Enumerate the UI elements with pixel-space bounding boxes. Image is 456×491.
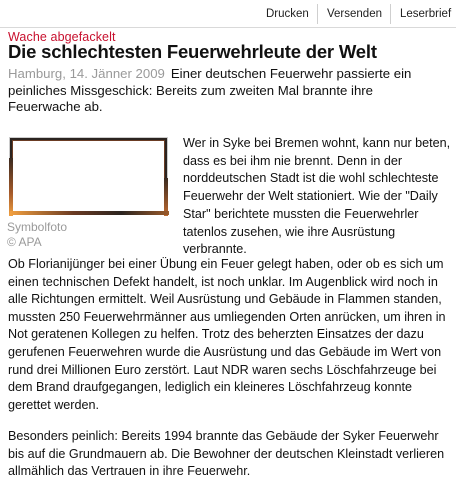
reader-letter-link[interactable]: Leserbrief xyxy=(400,8,452,20)
toolbar-rule xyxy=(0,27,456,28)
print-link[interactable]: Drucken xyxy=(266,8,309,20)
article-photo xyxy=(9,137,168,215)
fire-glow-left xyxy=(9,158,13,216)
article-kicker: Wache abgefackelt xyxy=(8,30,116,44)
fire-glow-bottom xyxy=(10,211,169,215)
toolbar-divider xyxy=(317,4,318,24)
article-paragraph-3: Besonders peinlich: Bereits 1994 brannte das Gebäude der Syker Feuerwehr bis auf die Grundmauern ab. Die Bewohner der deutschen Kleinstadt verlieren allmählich das Vertrauen in ihre Feuerwehr. xyxy=(8,429,445,479)
send-link[interactable]: Versenden xyxy=(327,8,382,20)
article-dateline: Hamburg, 14. Jänner 2009 xyxy=(8,66,165,81)
article-lead xyxy=(8,66,448,116)
toolbar-divider xyxy=(390,4,391,24)
lead-text: Einer deutschen Feuerwehr passierte ein peinliches Missgeschick: Bereits zum zweiten Mal brannte ihre Feuerwache ab. xyxy=(8,66,412,114)
article-toolbar xyxy=(0,0,456,27)
article-paragraph-2: Ob Florianijünger bei einer Übung ein Feuer gelegt haben, oder ob es sich um einen technischen Defekt handelt, ist noch unklar. Im Augenblick wird noch in alle Richtungen ermittelt. Weil Ausrüstung und Gebäude in Flammen standen, mussten 250 Feuerwehrmänner aus umliegenden Orten anrücken, um ihren in Not geratenen Kollegen zu helfen. Trotz des beherzten Einsatzes der dazu gerufenen Feuerwehren wurde die Ausrüstung und das Gebäude im Wert von rund drei Millionen Euro zerstört. Laut NDR waren sechs Löschfahrzeuge bei dem Brand draufgegangen, lediglich ein kleineres Löschfahrzeug konnte gerettet werden. xyxy=(8,257,446,412)
article-headline: Die schlechtesten Feuerwehrleute der Welt xyxy=(8,41,377,62)
photo-credit: © APA xyxy=(7,235,42,249)
article-paragraph-1: Wer in Syke bei Bremen wohnt, kann nur beten, dass es bei ihm nie brennt. Denn in der norddeutschen Stadt ist die wohl schlechteste Feuerwehr der Welt stationiert. Wie der "Daily Star" berichtete mussten die Feuerwehrler tatenlos zusehen, wie ihre Ausrüstung verbrannte. xyxy=(183,136,451,257)
photo-caption: Symbolfoto xyxy=(7,220,68,234)
